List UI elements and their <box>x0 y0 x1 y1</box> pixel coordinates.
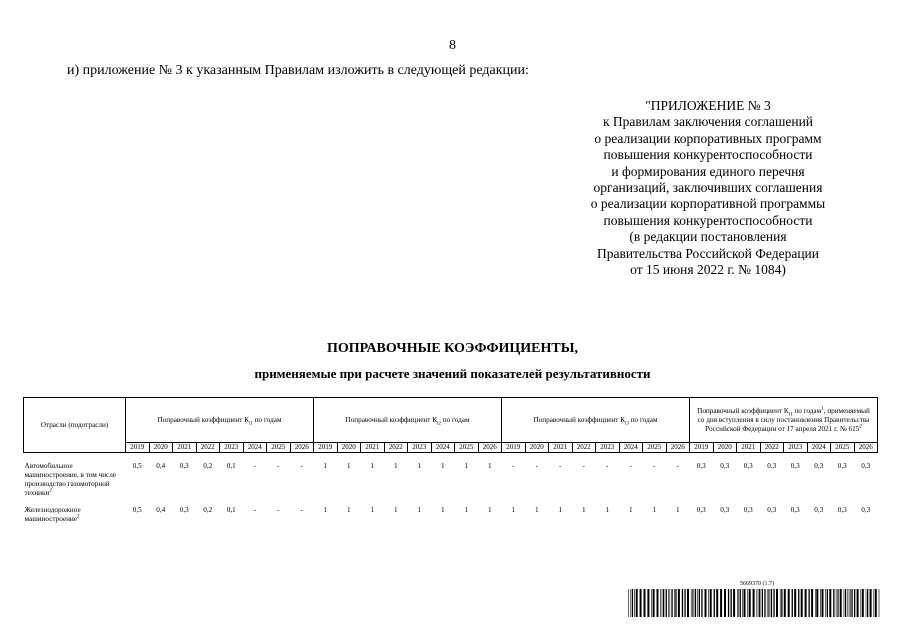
coefficient-group-header <box>314 398 502 443</box>
coefficient-value: 1 <box>628 506 633 514</box>
barcode-bar <box>825 589 826 617</box>
barcode-bar <box>678 589 680 617</box>
barcode-bar <box>682 589 683 617</box>
coefficient-value: 0,2 <box>203 506 213 514</box>
group-header-fragment: 1 <box>821 406 824 412</box>
coefficient-value: 1 <box>417 506 422 514</box>
coefficient-value: 1 <box>605 506 610 514</box>
coefficient-value: - <box>606 462 609 470</box>
year-header: 2024 <box>431 443 455 453</box>
barcode-bar <box>850 589 851 617</box>
barcode-bar <box>838 589 839 617</box>
document-subtitle: применяемые при расчете значений показателей результативности <box>254 366 651 381</box>
barcode-bar <box>792 589 793 617</box>
coefficient-value: 1 <box>370 462 375 470</box>
document-code: 5669370 (1.7) <box>740 581 774 587</box>
coefficient-group-header <box>126 398 314 443</box>
barcode-bar <box>753 589 755 617</box>
sector-cell <box>24 453 126 503</box>
appendix-header-line: Правительства Российской Федерации <box>597 245 819 261</box>
barcode-bar <box>740 589 741 617</box>
coefficients-table <box>23 397 878 530</box>
year-header: 2019 <box>502 443 526 453</box>
group-header-fragment: Поправочный коэффициент К <box>697 406 789 415</box>
barcode-bar <box>874 589 875 617</box>
barcode-bar <box>657 589 659 617</box>
year-header: 2025 <box>267 443 291 453</box>
year-header: 2020 <box>713 443 737 453</box>
coefficient-value: 0,3 <box>767 506 777 514</box>
coefficient-value: 1 <box>346 462 351 470</box>
year-header: 2021 <box>361 443 385 453</box>
barcode-bar <box>816 589 818 617</box>
year-header: 2022 <box>760 443 784 453</box>
barcode-bar <box>784 589 786 617</box>
coefficient-value: 0,3 <box>743 506 753 514</box>
barcode-bar <box>848 589 849 617</box>
barcode-bar <box>737 589 738 617</box>
barcode-bar <box>759 589 760 617</box>
barcode-bar <box>742 589 743 617</box>
appendix-header <box>556 98 860 278</box>
coefficient-value: 0,3 <box>720 462 730 470</box>
barcode-bar <box>829 589 831 617</box>
group-header-text: Поправочный коэффициент К <box>345 415 438 424</box>
group-header-fragment: , применяемый со дня вступления в силу постановления Правительства Российской Федерации от 17 апреля 2021 г. № 615 <box>697 406 870 433</box>
year-header: 2021 <box>549 443 573 453</box>
group-header-fragment: i1 <box>788 411 793 417</box>
barcode-bar <box>768 589 769 617</box>
barcode-bar <box>757 589 758 617</box>
coefficient-value: 1 <box>511 506 516 514</box>
coefficient-value: 0,3 <box>790 462 800 470</box>
barcode-bar <box>640 589 642 617</box>
coefficient-value: 0,3 <box>696 506 706 514</box>
coefficient-group-header-615 <box>690 398 878 443</box>
year-header: 2025 <box>831 443 855 453</box>
coefficient-value: 0,3 <box>790 506 800 514</box>
coefficient-value: 0,5 <box>132 462 142 470</box>
appendix-header-line: повышения конкурентоспособности <box>603 212 813 228</box>
coefficient-value: - <box>653 462 656 470</box>
barcode-bar <box>632 589 633 617</box>
year-header: 2021 <box>737 443 761 453</box>
coefficient-value: 1 <box>323 462 328 470</box>
barcode-bar <box>844 589 845 617</box>
group-header-subscript: i3 <box>625 420 629 426</box>
coefficient-value: 1 <box>652 506 657 514</box>
appendix-header-line: организаций, заключивших соглашения <box>593 180 823 196</box>
appendix-header-line: и формирования единого перечня <box>611 163 805 179</box>
barcode-bar <box>780 589 781 617</box>
barcode-bar <box>845 589 846 617</box>
coefficient-value: 1 <box>346 506 351 514</box>
year-header: 2022 <box>572 443 596 453</box>
coefficient-value: 1 <box>393 462 398 470</box>
barcode-bar <box>644 589 646 617</box>
coefficient-value: 0,1 <box>226 506 236 514</box>
barcode-bar <box>801 589 803 617</box>
coefficient-value: 1 <box>440 462 445 470</box>
year-header: 2021 <box>173 443 197 453</box>
coefficient-value: - <box>629 462 632 470</box>
year-header: 2020 <box>149 443 173 453</box>
group-header-text: по годам <box>628 415 658 424</box>
group-header-text: по годам <box>440 415 470 424</box>
year-header: 2026 <box>290 443 314 453</box>
barcode-bar <box>701 589 702 617</box>
appendix-header-line: повышения конкурентоспособности <box>603 147 813 163</box>
barcode-bar <box>705 589 707 617</box>
coefficient-value: 0,2 <box>203 462 213 470</box>
year-header: 2024 <box>619 443 643 453</box>
appendix-header-line: (в редакции постановления <box>629 229 787 245</box>
coefficient-value: - <box>277 506 280 514</box>
coefficient-value: 0,4 <box>156 462 166 470</box>
barcode-bar <box>691 589 692 617</box>
barcode-bar <box>866 589 867 617</box>
coefficient-value: 1 <box>487 462 492 470</box>
barcode-bar <box>837 589 838 617</box>
coefficient-value: 0,3 <box>179 506 189 514</box>
barcode-bar <box>631 589 632 617</box>
barcode-bar <box>771 589 772 617</box>
barcode-bar <box>724 589 726 617</box>
barcode-bar <box>671 589 672 617</box>
barcode-bar <box>794 589 796 617</box>
coefficient-value: 0,3 <box>767 462 777 470</box>
barcode-bar <box>827 589 828 617</box>
barcode-bar <box>636 589 638 617</box>
coefficient-value: 0,4 <box>156 506 166 514</box>
coefficient-value: 0,3 <box>814 506 824 514</box>
barcode-bar <box>815 589 816 617</box>
appendix-header-line: "ПРИЛОЖЕНИЕ № 3 <box>645 98 771 113</box>
coefficient-value: 1 <box>464 462 469 470</box>
barcode-bar <box>854 589 855 617</box>
coefficient-value: - <box>253 506 256 514</box>
year-header: 2022 <box>196 443 220 453</box>
barcode-bar <box>634 589 635 617</box>
barcode-bar <box>628 589 629 617</box>
barcode-bar <box>862 589 864 617</box>
barcode-bar <box>875 589 877 617</box>
barcode-bar <box>867 589 868 617</box>
barcode-bar <box>849 589 850 617</box>
group-header-subscript: i1 <box>249 420 253 426</box>
year-header: 2026 <box>478 443 502 453</box>
year-header: 2020 <box>525 443 549 453</box>
barcode-bar <box>879 589 880 617</box>
barcode-bar <box>776 589 778 617</box>
barcode-bar <box>820 589 821 617</box>
barcode-bar <box>663 589 664 617</box>
barcode-bar <box>694 589 695 617</box>
barcode-bar <box>662 589 663 617</box>
appendix-header-line: о реализации корпоративных программ <box>594 130 822 146</box>
coefficient-value: 1 <box>558 506 563 514</box>
coefficient-value: 1 <box>534 506 539 514</box>
barcode-bar <box>857 589 859 617</box>
year-header: 2025 <box>643 443 667 453</box>
coefficient-value: 0,5 <box>132 506 142 514</box>
appendix-header-line: от 15 июня 2022 г. № 1084) <box>630 262 786 278</box>
year-header: 2023 <box>220 443 244 453</box>
coefficient-value: - <box>559 462 562 470</box>
coefficient-value: 1 <box>440 506 445 514</box>
barcode-bar <box>770 589 771 617</box>
barcode-bar <box>861 589 862 617</box>
barcode-bar <box>666 589 667 617</box>
coefficient-value: 1 <box>417 462 422 470</box>
coefficient-value: 0,3 <box>814 462 824 470</box>
barcode-bar <box>692 589 693 617</box>
sector-name: Железнодорожное машиностроение <box>24 506 81 523</box>
coefficient-value: - <box>676 462 679 470</box>
barcode-bar <box>716 589 718 617</box>
sector-name: Автомобильное машиностроение, в том числе производство газомоторной техники <box>24 462 117 497</box>
barcode-bar <box>805 589 807 617</box>
coefficient-value: 0,3 <box>179 462 189 470</box>
year-header: 2026 <box>666 443 690 453</box>
year-header: 2023 <box>596 443 620 453</box>
coefficient-value: 1 <box>370 506 375 514</box>
barcode-bar <box>670 589 671 617</box>
barcode-bar <box>749 589 751 617</box>
coefficient-value: - <box>300 506 303 514</box>
barcode-bar <box>762 589 763 617</box>
year-header: 2026 <box>854 443 878 453</box>
barcode-bar <box>720 589 722 617</box>
barcode-bar <box>822 589 824 617</box>
barcode-bar <box>781 589 782 617</box>
sector-cell <box>24 502 126 530</box>
barcode-bar <box>684 589 685 617</box>
sector-header: Отрасли (подотрасли) <box>24 398 126 453</box>
year-header: 2019 <box>314 443 338 453</box>
barcode-bar <box>733 589 735 617</box>
barcode-bar <box>710 589 712 617</box>
coefficient-value: - <box>535 462 538 470</box>
coefficient-value: 0,3 <box>837 506 847 514</box>
barcode-bar <box>811 589 813 617</box>
group-header-fragment: 2 <box>859 424 862 430</box>
barcode-bar <box>738 589 739 617</box>
year-header: 2023 <box>408 443 432 453</box>
coefficient-value: - <box>253 462 256 470</box>
sector-footnote: 2 <box>76 514 80 520</box>
coefficient-value: 1 <box>675 506 680 514</box>
coefficient-value: 1 <box>393 506 398 514</box>
year-header: 2019 <box>690 443 714 453</box>
barcode-bar <box>773 589 774 617</box>
barcode-bar <box>767 589 768 617</box>
barcode-bar <box>788 589 790 617</box>
coefficient-value: 1 <box>581 506 586 514</box>
year-header: 2019 <box>126 443 150 453</box>
coefficient-value: 0,3 <box>720 506 730 514</box>
barcode-bar <box>674 589 675 617</box>
group-header-text: Поправочный коэффициент К <box>533 415 626 424</box>
coefficient-value: 0,3 <box>861 506 871 514</box>
sector-footnote: 2 <box>49 488 52 494</box>
coefficient-value: - <box>300 462 303 470</box>
barcode-bar <box>744 589 746 617</box>
barcode-bar <box>728 589 729 617</box>
table-row <box>24 502 878 530</box>
year-header: 2022 <box>384 443 408 453</box>
group-header-fragment: по годам <box>792 406 822 415</box>
barcode-bar <box>747 589 748 617</box>
barcode-bar <box>668 589 669 617</box>
year-header: 2024 <box>807 443 831 453</box>
coefficient-value: 0,3 <box>743 462 753 470</box>
page-number: 8 <box>449 38 456 53</box>
coefficient-value: - <box>582 462 585 470</box>
year-header: 2024 <box>243 443 267 453</box>
barcode-bar <box>836 589 837 617</box>
coefficient-value: 1 <box>464 506 469 514</box>
barcode-bar <box>660 589 661 617</box>
barcode-bar <box>675 589 676 617</box>
intro-text: и) приложение № 3 к указанным Правилам изложить в следующей редакции: <box>67 63 529 78</box>
year-header: 2020 <box>337 443 361 453</box>
barcode-bar <box>647 589 649 617</box>
barcode-bar <box>731 589 732 617</box>
barcode-bar <box>764 589 765 617</box>
barcode-bar <box>697 589 698 617</box>
barcode-bar <box>758 589 759 617</box>
coefficient-value: - <box>512 462 515 470</box>
barcode-bar <box>833 589 834 617</box>
barcode-icon <box>628 589 880 617</box>
coefficient-value: - <box>277 462 280 470</box>
barcode-bar <box>798 589 799 617</box>
barcode-bar <box>687 589 689 617</box>
barcode-bar <box>851 589 852 617</box>
coefficient-value: 1 <box>323 506 328 514</box>
barcode-bar <box>695 589 696 617</box>
barcode-bar <box>809 589 810 617</box>
coefficient-group-header <box>502 398 690 443</box>
document-title: ПОПРАВОЧНЫЕ КОЭФФИЦИЕНТЫ, <box>327 341 578 356</box>
coefficient-value: 0,1 <box>226 462 236 470</box>
appendix-header-line: к Правилам заключения соглашений <box>602 114 814 130</box>
barcode-bar <box>653 589 655 617</box>
coefficient-value: 0,3 <box>837 462 847 470</box>
barcode-bar <box>708 589 709 617</box>
year-header: 2023 <box>784 443 808 453</box>
barcode-bar <box>699 589 700 617</box>
barcode-bar <box>714 589 715 617</box>
barcode-bar <box>840 589 842 617</box>
coefficient-value: 0,3 <box>696 462 706 470</box>
group-header-subscript: i2 <box>437 420 441 426</box>
barcode-bar <box>651 589 652 617</box>
coefficient-value: 1 <box>487 506 492 514</box>
barcode-bar <box>870 589 872 617</box>
group-header-text: по годам <box>252 415 282 424</box>
group-header-text: Поправочный коэффициент К <box>157 415 250 424</box>
coefficient-value: 0,3 <box>861 462 871 470</box>
year-header: 2025 <box>455 443 479 453</box>
appendix-header-line: о реализации корпоративной программы <box>590 196 826 212</box>
table-row <box>24 453 878 503</box>
